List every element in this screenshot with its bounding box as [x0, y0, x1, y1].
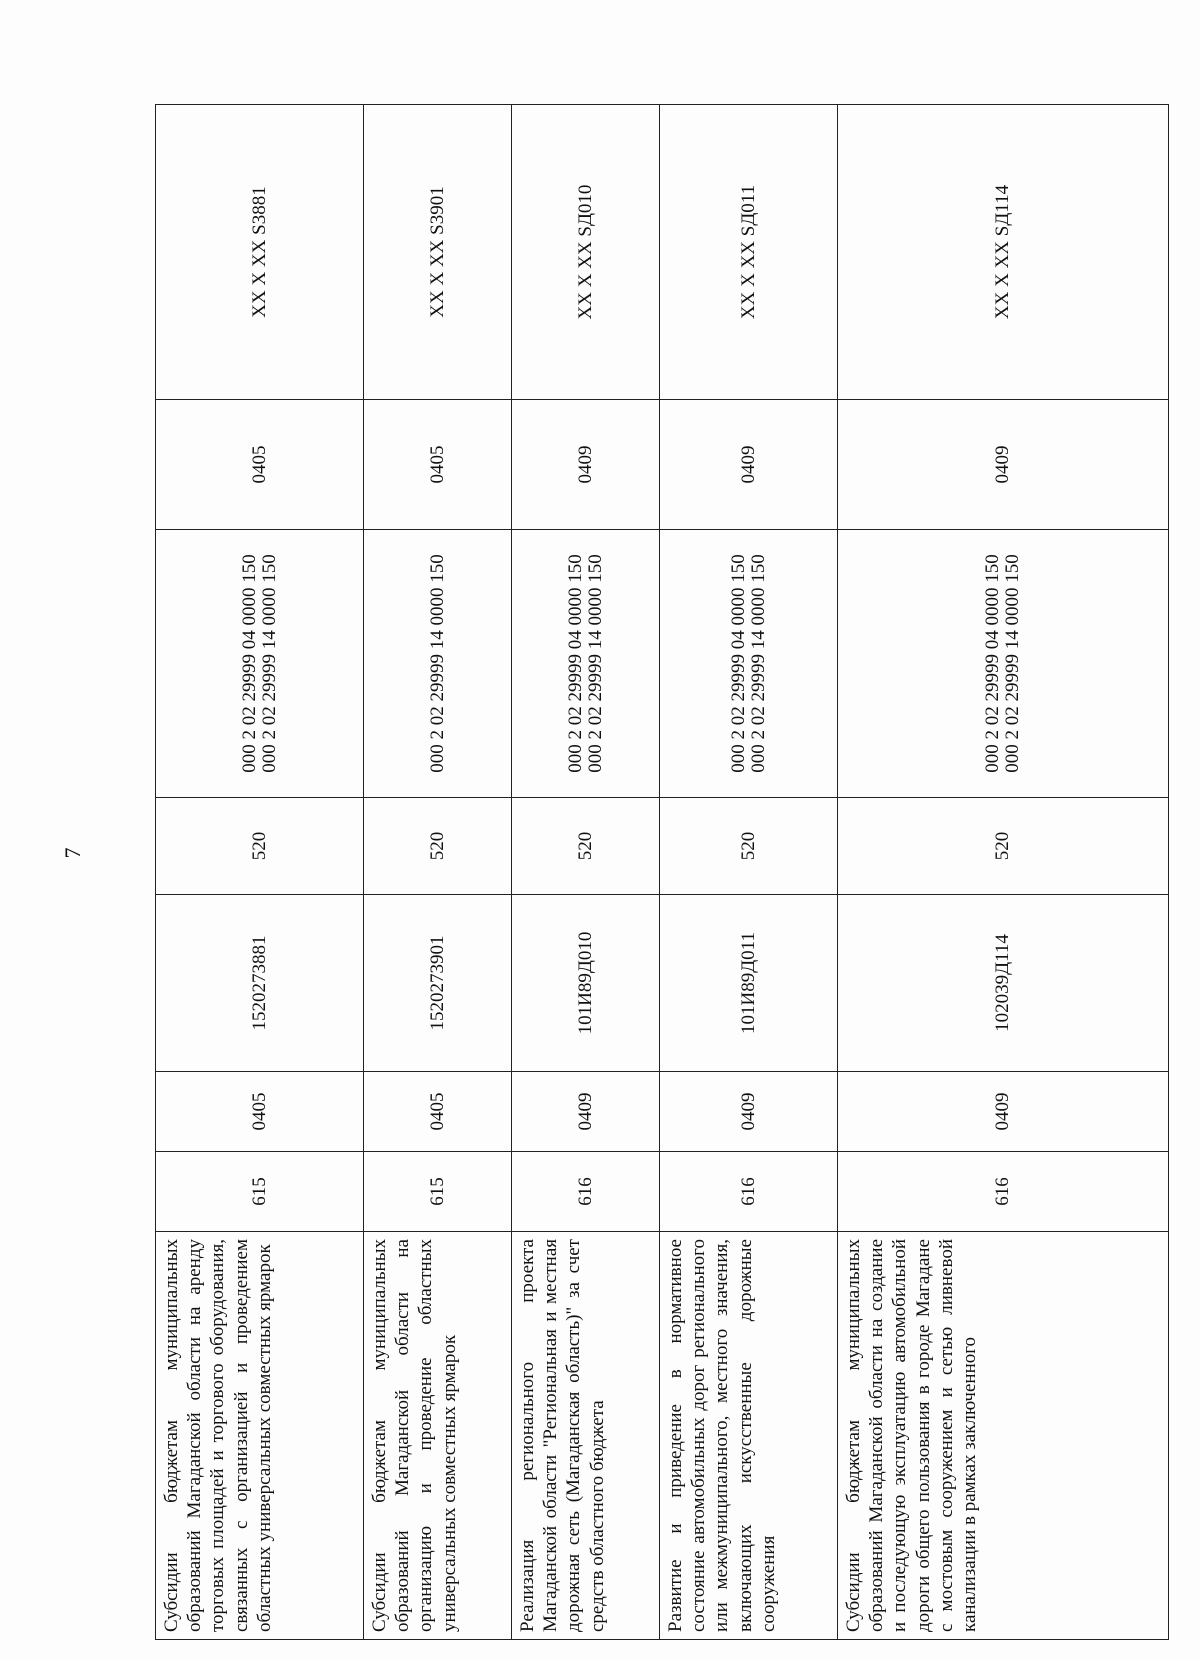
code-out-cell: XX X XX S3901 [364, 105, 512, 400]
section-out-cell: 0405 [156, 400, 364, 530]
target-article-cell: 101И89Д011 [660, 895, 838, 1072]
section-cell: 0409 [838, 1072, 1169, 1152]
section-cell: 0405 [364, 1072, 512, 1152]
grbs-cell: 615 [156, 1152, 364, 1232]
code-out-cell: XX X XX SД010 [512, 105, 660, 400]
section-out-cell: 0409 [660, 400, 838, 530]
section-cell: 0409 [660, 1072, 838, 1152]
income-code: 000 2 02 29999 14 0000 150 [258, 554, 280, 773]
target-article-cell: 1520273901 [364, 895, 512, 1072]
expense-type-cell: 520 [512, 798, 660, 895]
description-cell: Реализация регионального проекта Магаданской области "Региональная и местная дорожная сеть (Магаданская область)" за счет средств областного бюджета [512, 1232, 660, 1640]
income-code: 000 2 02 29999 14 0000 150 [584, 554, 606, 773]
income-codes-cell [838, 530, 1169, 798]
target-article-cell: 101И89Д010 [512, 895, 660, 1072]
income-codes-cell [156, 530, 364, 798]
section-cell: 0409 [512, 1072, 660, 1152]
income-code: 000 2 02 29999 04 0000 150 [982, 554, 1004, 773]
table-row [512, 105, 660, 1640]
table-row [660, 105, 838, 1640]
income-codes-cell [512, 530, 660, 798]
income-code: 000 2 02 29999 04 0000 150 [238, 554, 260, 773]
grbs-cell: 616 [512, 1152, 660, 1232]
section-cell: 0405 [156, 1072, 364, 1152]
income-code: 000 2 02 29999 04 0000 150 [727, 554, 749, 773]
page-number: 7 [60, 847, 85, 859]
expense-type-cell: 520 [364, 798, 512, 895]
description-cell: Субсидии бюджетам муниципальных образований Магаданской области на аренду торговых площадей и торгового оборудования, связанных с организацией и проведением областных универсальных совместных ярмарок [156, 1232, 364, 1640]
subsidy-table [155, 104, 1169, 1640]
income-codes-cell [364, 530, 512, 798]
grbs-cell: 616 [838, 1152, 1169, 1232]
expense-type-cell: 520 [838, 798, 1169, 895]
section-out-cell: 0409 [838, 400, 1169, 530]
code-out-cell: XX X XX SД114 [838, 105, 1169, 400]
section-out-cell: 0405 [364, 400, 512, 530]
code-out-cell: XX X XX S3881 [156, 105, 364, 400]
section-out-cell: 0409 [512, 400, 660, 530]
grbs-cell: 615 [364, 1152, 512, 1232]
income-code: 000 2 02 29999 14 0000 150 [426, 554, 448, 773]
target-article-cell: 1520273881 [156, 895, 364, 1072]
grbs-cell: 616 [660, 1152, 838, 1232]
expense-type-cell: 520 [156, 798, 364, 895]
table-body [156, 105, 1169, 1640]
target-article-cell: 102039Д114 [838, 895, 1169, 1072]
income-codes-cell [660, 530, 838, 798]
table-row [156, 105, 364, 1640]
income-code: 000 2 02 29999 14 0000 150 [1002, 554, 1023, 773]
description-cell: Развитие и приведение в нормативное состояние автомобильных дорог регионального или межмуниципального, местного значения, включающих искусственные дорожные сооружения [660, 1232, 838, 1640]
description-cell: Субсидии бюджетам муниципальных образований Магаданской области на организацию и проведение областных универсальных совместных ярмарок [364, 1232, 512, 1640]
description-cell: Субсидии бюджетам муниципальных образований Магаданской области на создание и последующую эксплуатацию автомобильной дороги общего пользования в городе Магадане с мостовым сооружением и сетью ливневой канализации в рамках заключенного [838, 1232, 1169, 1640]
table-row [838, 105, 1169, 1640]
subsidy-table-container [155, 105, 1168, 1640]
income-code: 000 2 02 29999 14 0000 150 [747, 554, 769, 773]
table-row [364, 105, 512, 1640]
income-code: 000 2 02 29999 04 0000 150 [564, 554, 586, 773]
expense-type-cell: 520 [660, 798, 838, 895]
rotated-table-frame [155, 105, 1168, 1640]
code-out-cell: XX X XX SД011 [660, 105, 838, 400]
